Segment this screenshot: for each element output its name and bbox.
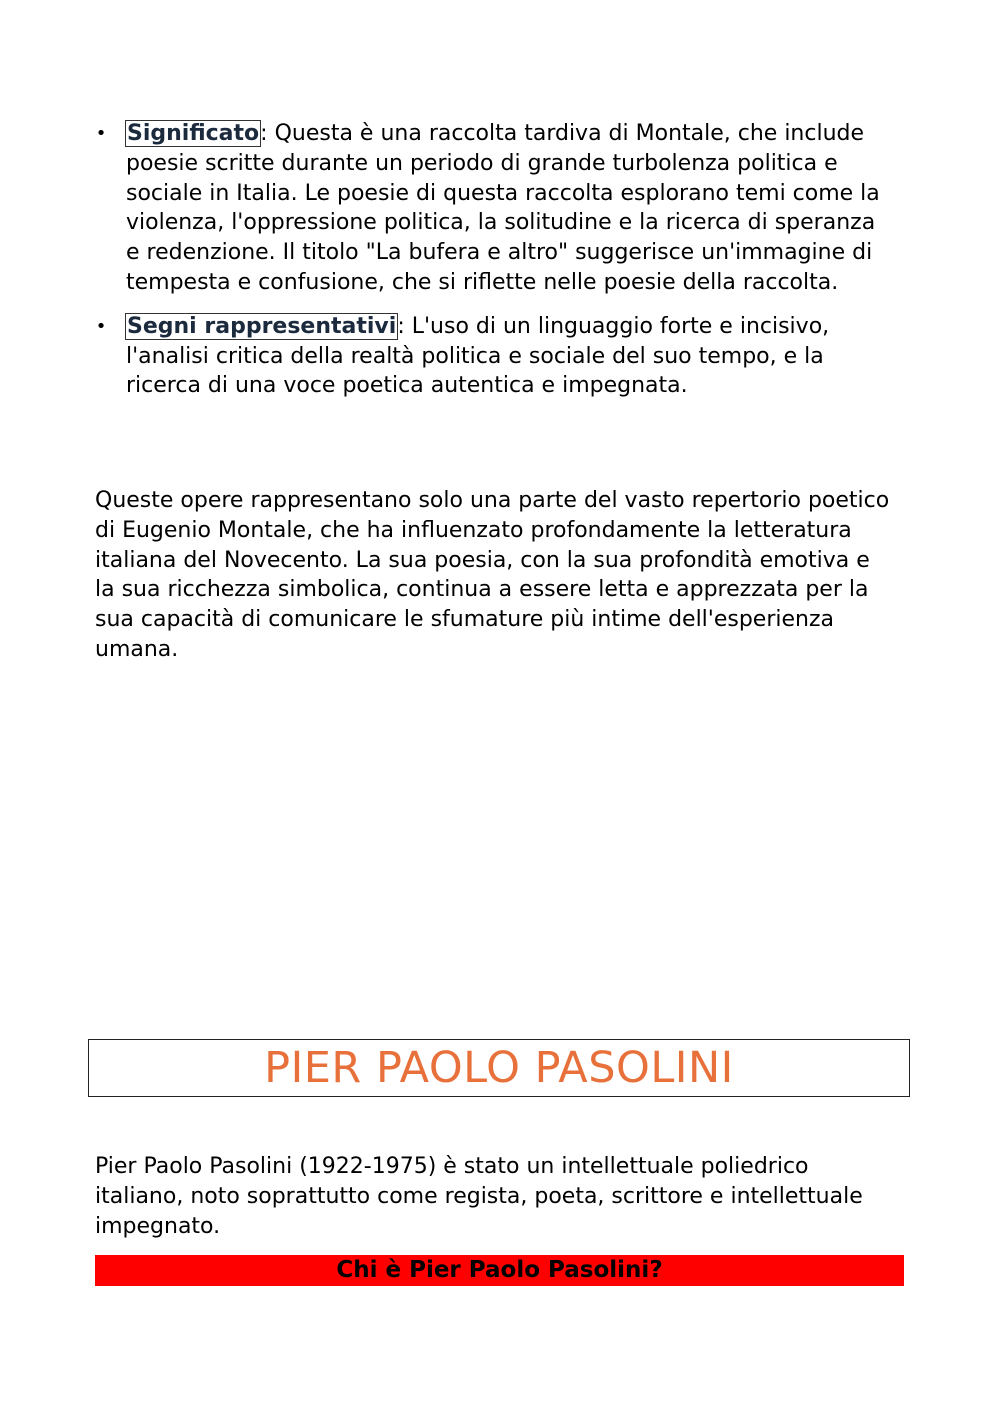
bullet-icon: • [95,123,107,144]
list-item-text: : L'uso di un linguaggio forte e incisivo, l'analisi critica della realtà politica e sociale del suo tempo, e la ricerca di una voce poetica autentica e impegnata. [126,313,830,399]
bullet-icon: • [95,315,107,337]
section-title-box [88,1039,910,1097]
bullet-list [95,119,895,415]
subheading: Chi è Pier Paolo Pasolini? [336,1256,663,1283]
list-item [95,119,895,298]
list-item-text: : Questa è una raccolta tardiva di Montale, che include poesie scritte durante un periodo di grande turbolenza politica e sociale in Italia. Le poesie di questa raccolta esplorano temi come la violenza, l'oppressione politica, la solitudine e la ricerca di speranza e redenzione. Il titolo "La bufera e altro" suggerisce un'immagine di tempesta e confusione, che si riflette nelle poesie della raccolta. [126,121,880,295]
montale-paragraph: Queste opere rappresentano solo una parte del vasto repertorio poetico di Eugenio Montale, che ha influenzato profondamente la letteratura italiana del Novecento. La sua poesia, con la sua profondità emotiva e la sua ricchezza simbolica, continua a essere letta e apprezzata per la sua capacità di comunicare le sfumature più intime dell'esperienza umana. [95,488,890,662]
term-link[interactable]: Segni rappresentativi [127,313,397,339]
subheading-bar [95,1255,904,1286]
list-item [95,312,895,401]
term-link[interactable]: Significato [127,121,260,146]
pasolini-paragraph: Pier Paolo Pasolini (1922-1975) è stato un intellettuale poliedrico italiano, noto soprattutto come regista, poeta, scrittore e intellettuale impegnato. [95,1154,863,1239]
section-title: PIER PAOLO PASOLINI [264,1042,734,1093]
